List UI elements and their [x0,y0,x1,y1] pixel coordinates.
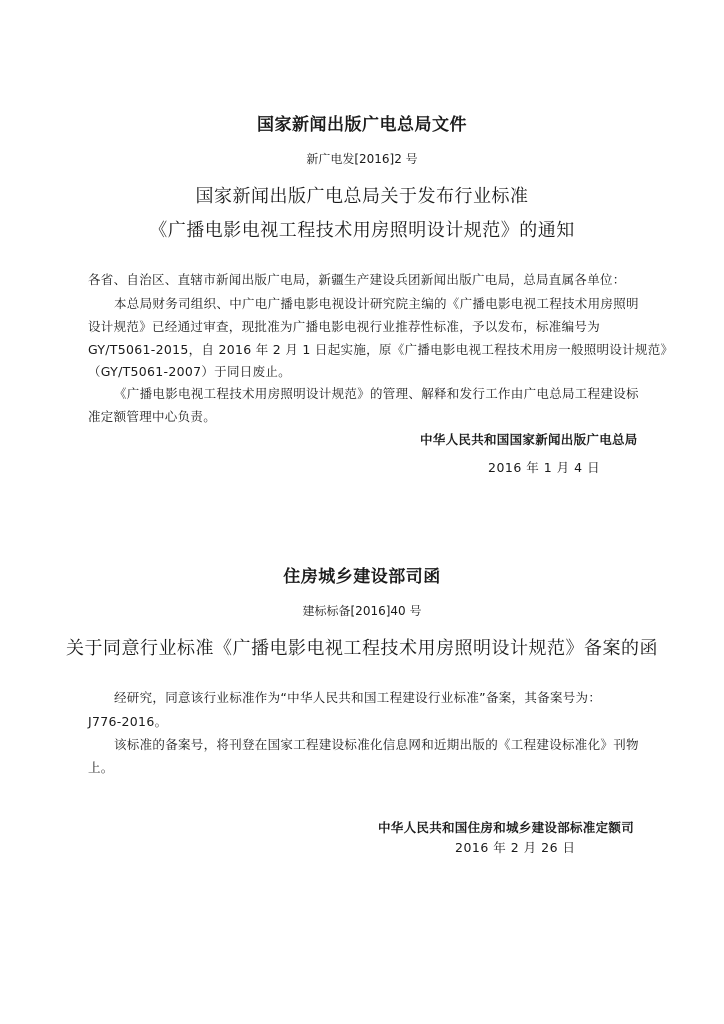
doc2-number: 建标标备[2016]40 号 [302,604,422,618]
doc1-signature: 中华人民共和国国家新闻出版广电总局 [420,432,638,447]
doc1-body-line: 本总局财务司组织、中广电广播电影电视设计研究院主编的《广播电影电视工程技术用房照明 [114,296,639,311]
doc2-body-line: 经研究，同意该行业标准作为“中华人民共和国工程建设行业标准”备案，其备案号为： [114,690,602,705]
doc1-body-line: （GY/T5061-2007）于同日废止。 [88,364,291,379]
doc1-header: 国家新闻出版广电总局文件 [257,115,467,135]
doc1-title-line1: 国家新闻出版广电总局关于发布行业标准 [195,186,529,207]
doc2-date: 2016 年 2 月 26 日 [455,840,576,855]
doc1-date: 2016 年 1 月 4 日 [488,460,601,475]
doc2-body-line: J776-2016。 [88,714,168,729]
doc1-body-line: 准定额管理中心负责。 [88,409,217,424]
doc1-number: 新广电发[2016]2 号 [306,152,418,166]
doc2-body-line: 上。 [88,760,114,775]
doc2-signature: 中华人民共和国住房和城乡建设部标准定额司 [378,820,635,835]
doc1-body-line: GY/T5061-2015，自 2016 年 2 月 1 日起实施，原《广播电影电视工程技术用房一般照明设计规范》 [88,342,674,357]
doc1-body-line: 《广播电影电视工程技术用房照明设计规范》的管理、解释和发行工作由广电总局工程建设标 [114,386,639,401]
doc2-title: 关于同意行业标准《广播电影电视工程技术用房照明设计规范》备案的函 [66,638,658,659]
doc1-body-line: 各省、自治区、直辖市新闻出版广电局，新疆生产建设兵团新闻出版广电局，总局直属各单位： [88,272,626,287]
doc1-body-line: 设计规范》已经通过审查，现批准为广播电影电视行业推荐性标准，予以发布，标准编号为 [88,319,601,334]
doc2-header: 住房城乡建设部司函 [283,567,441,587]
doc1-title-line2: 《广播电影电视工程技术用房照明设计规范》的通知 [149,220,575,241]
doc2-body-line: 该标准的备案号，将刊登在国家工程建设标准化信息网和近期出版的《工程建设标准化》刊物 [114,737,639,752]
